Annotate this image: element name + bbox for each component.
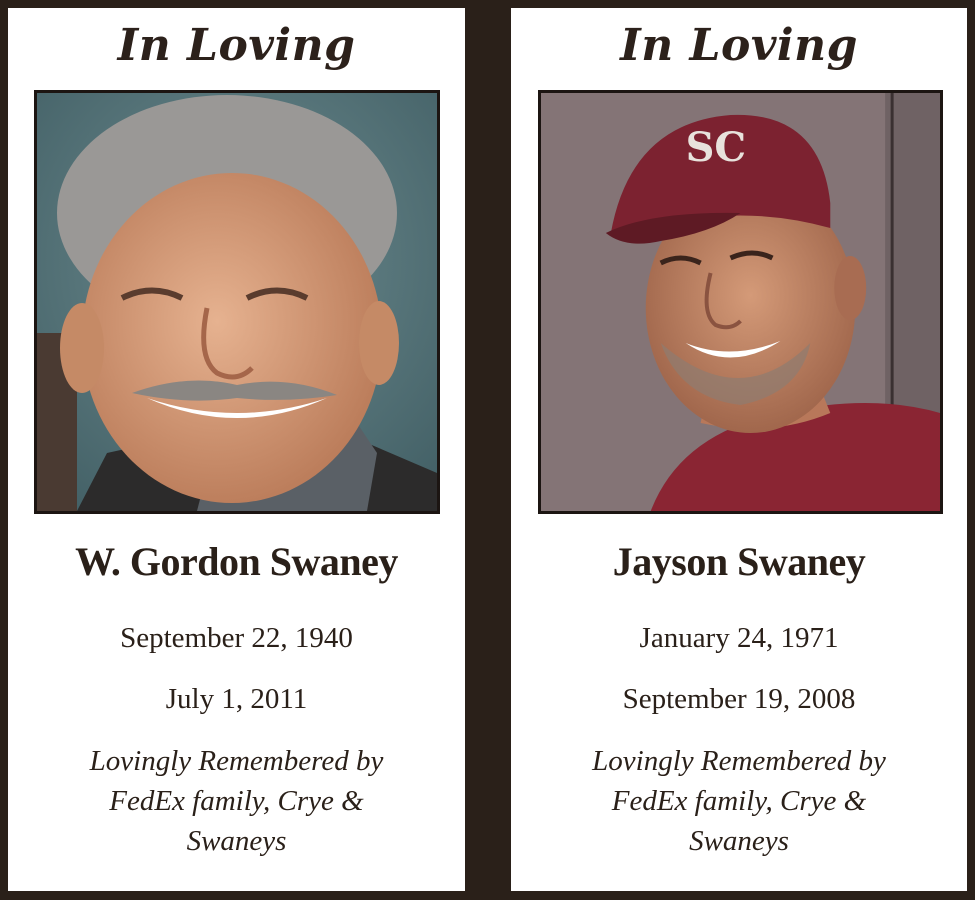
birth-date: January 24, 1971	[639, 622, 839, 654]
birth-date: September 22, 1940	[120, 622, 353, 654]
tribute-text: Lovingly Remembered by FedEx family, Crye & Swaneys	[89, 745, 384, 857]
portrait-photo	[538, 90, 943, 514]
person-name: Jayson Swaney	[612, 539, 866, 584]
tribute-text: Lovingly Remembered by FedEx family, Crye & Swaneys	[592, 745, 886, 857]
person-name: W. Gordon Swaney	[75, 539, 398, 584]
card-heading: In Loving	[117, 20, 356, 71]
portrait-illustration	[37, 93, 437, 511]
cap-logo: SC	[685, 123, 747, 172]
memorial-card-right	[511, 8, 967, 891]
memorial-card-left	[8, 8, 465, 891]
card-heading: In Loving	[620, 20, 858, 71]
death-date: September 19, 2008	[622, 683, 856, 715]
portrait-photo	[34, 90, 440, 514]
death-date: July 1, 2011	[165, 683, 308, 715]
portrait-illustration	[541, 93, 940, 511]
